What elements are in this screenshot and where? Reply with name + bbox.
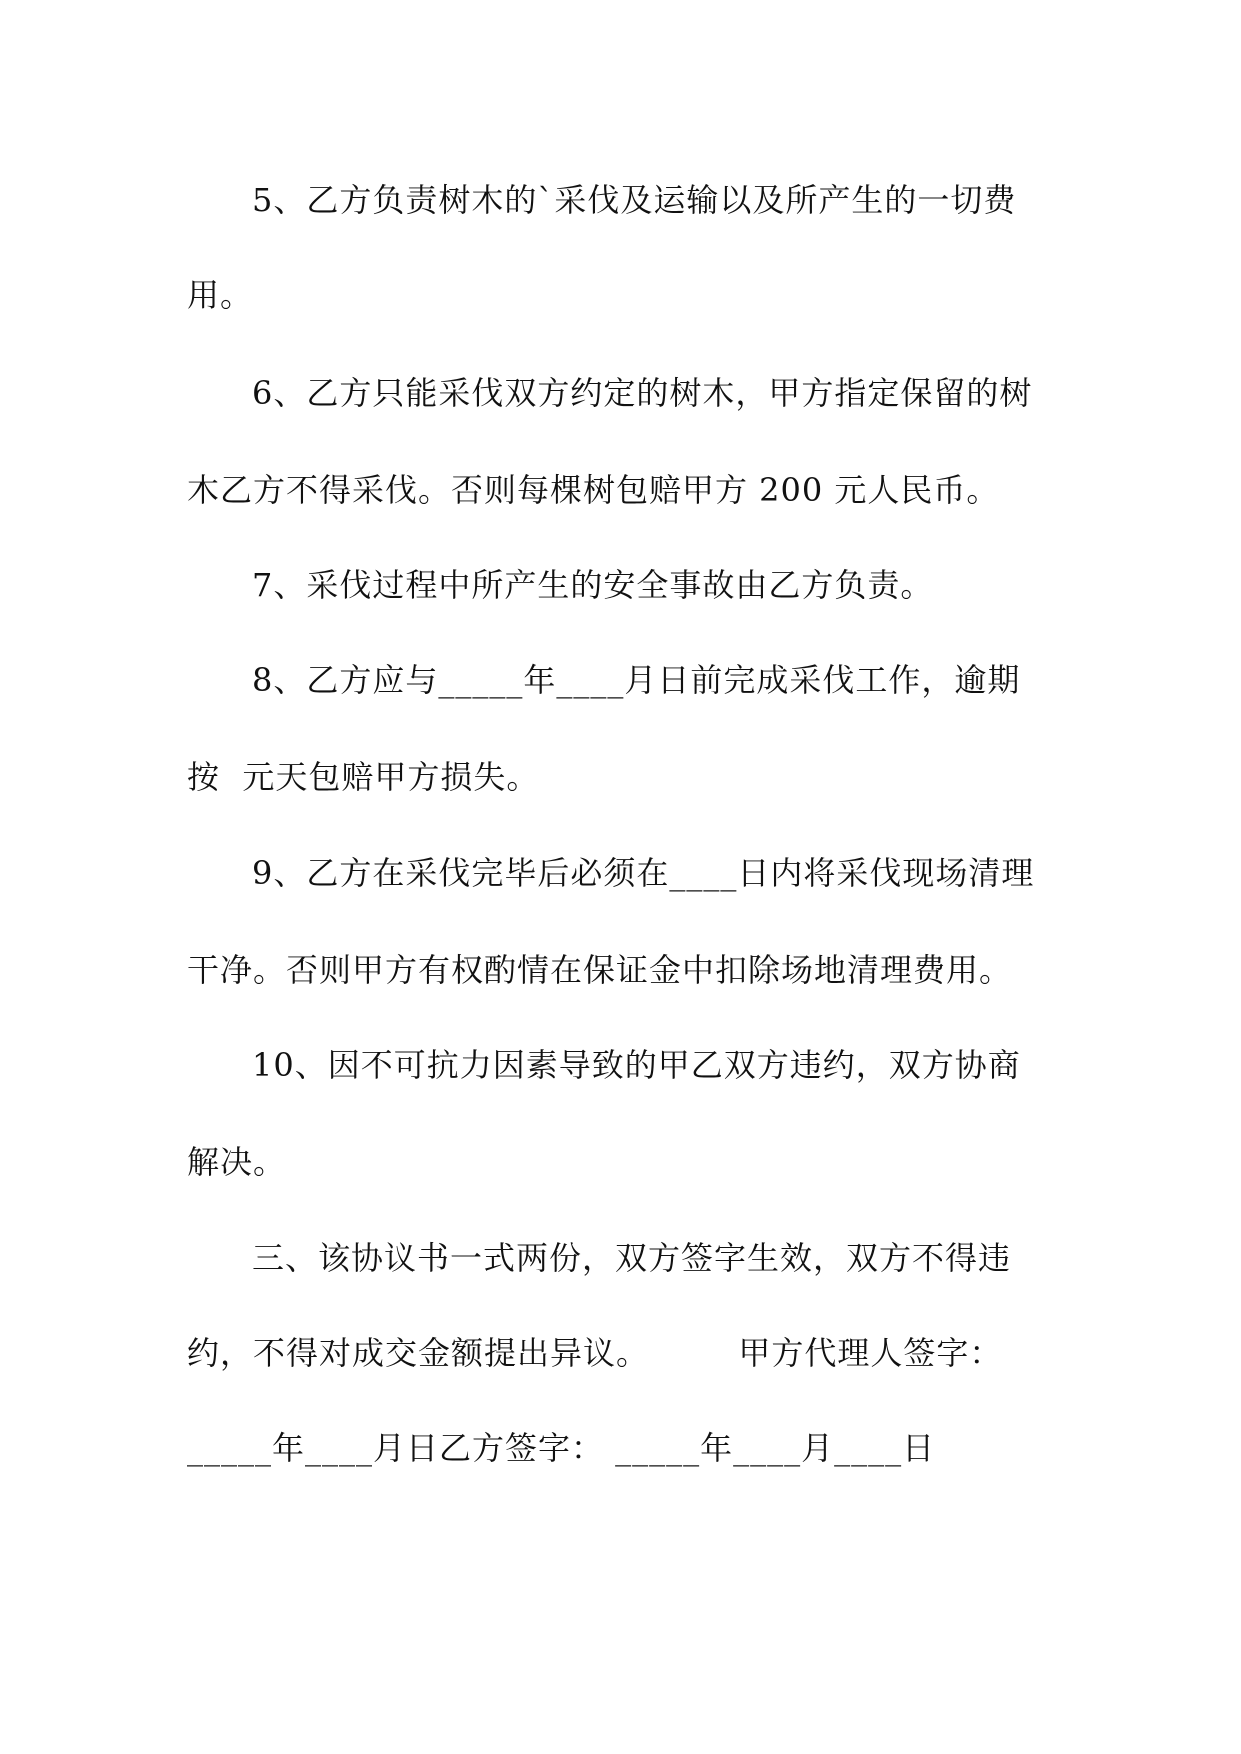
section-3-line-2: 约，不得对成交金额提出异议。 甲方代理人签字：	[187, 1334, 1003, 1372]
clause-9-line-2: 干净。否则甲方有权酌情在保证金中扣除场地清理费用。	[187, 951, 1013, 989]
clause-10-line-2: 解决。	[187, 1143, 287, 1181]
signature-date-line: _____年____月日乙方签字： _____年____月____日	[187, 1429, 936, 1467]
clause-6-line-2: 木乙方不得采伐。否则每棵树包赔甲方 200 元人民币。	[187, 471, 1000, 509]
clause-8-line-1: 8、乙方应与_____年____月日前完成采伐工作，逾期	[252, 661, 1021, 699]
section-3-line-1: 三、该协议书一式两份，双方签字生效，双方不得违	[252, 1239, 1012, 1277]
clause-7-line-1: 7、采伐过程中所产生的安全事故由乙方负责。	[252, 566, 934, 604]
clause-10-line-1: 10、因不可抗力因素导致的甲乙双方违约，双方协商	[252, 1046, 1021, 1084]
clause-8-line-2: 按 元天包赔甲方损失。	[187, 758, 540, 796]
clause-5-line-2: 用。	[187, 276, 254, 314]
clause-6-line-1: 6、乙方只能采伐双方约定的树木，甲方指定保留的树	[252, 374, 1033, 412]
clause-5-line-1: 5、乙方负责树木的`采伐及运输以及所产生的一切费	[252, 181, 1017, 219]
clause-9-line-1: 9、乙方在采伐完毕后必须在____日内将采伐现场清理	[252, 854, 1035, 892]
